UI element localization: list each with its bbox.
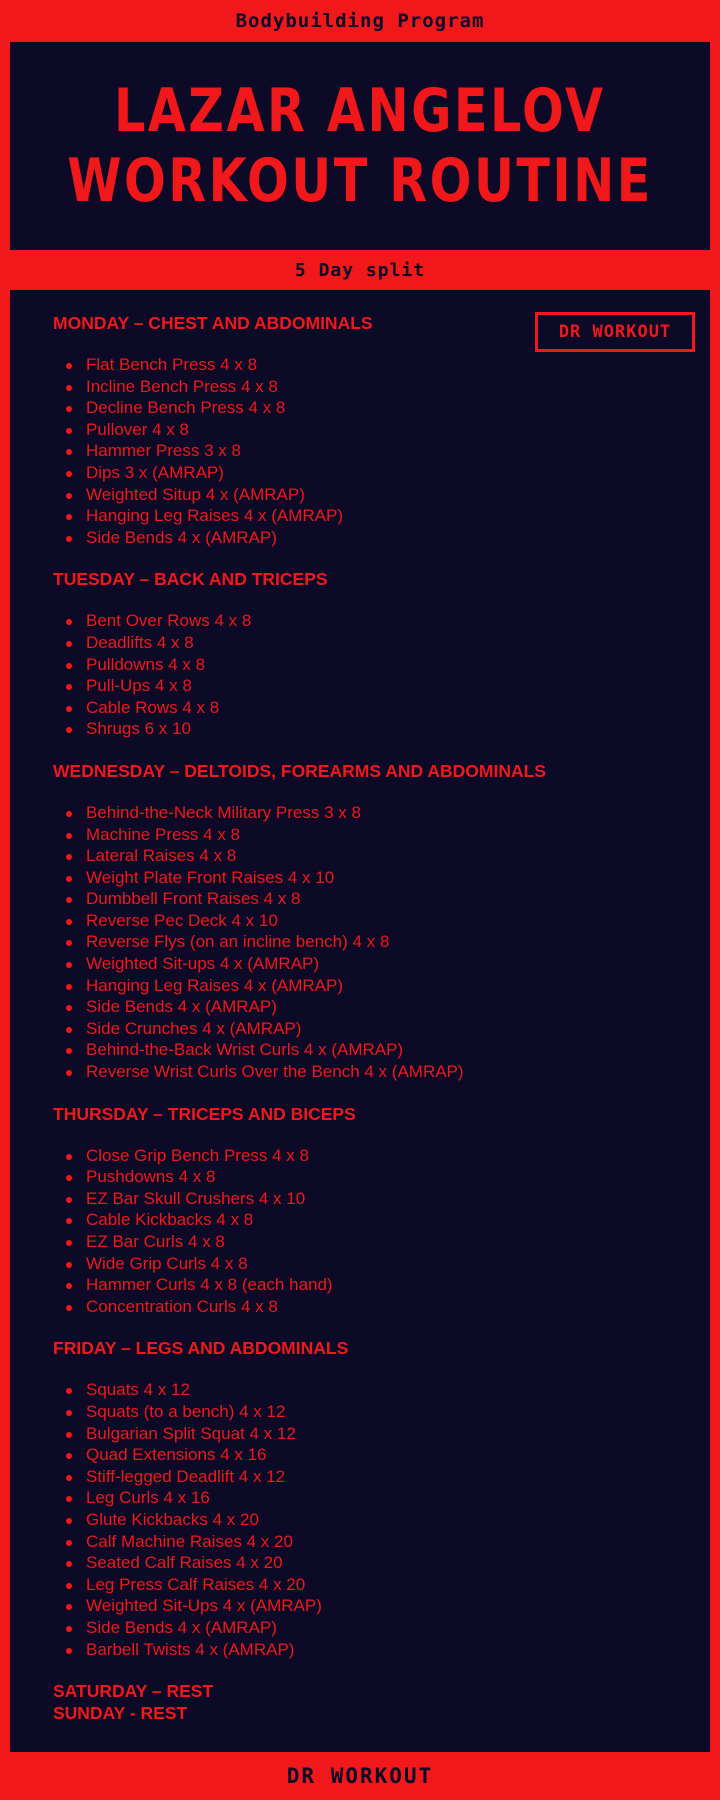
exercise-item: Weighted Sit-Ups 4 x (AMRAP) [53, 1595, 653, 1617]
exercise-item: Squats 4 x 12 [53, 1379, 653, 1401]
bullet-icon [66, 428, 72, 434]
exercise-item: EZ Bar Curls 4 x 8 [53, 1231, 653, 1253]
bullet-icon [66, 962, 72, 968]
bullet-icon [66, 471, 72, 477]
exercise-item: Behind-the-Back Wrist Curls 4 x (AMRAP) [53, 1039, 653, 1061]
category-banner [0, 0, 720, 42]
bullet-icon [66, 1432, 72, 1438]
exercise-list [53, 610, 653, 740]
day-heading: TUESDAY – BACK AND TRICEPS [53, 569, 328, 590]
bullet-icon [66, 727, 72, 733]
exercise-item: Side Bends 4 x (AMRAP) [53, 1617, 653, 1639]
exercise-item: Machine Press 4 x 8 [53, 824, 653, 846]
bullet-icon [66, 641, 72, 647]
exercise-item: Reverse Flys (on an incline bench) 4 x 8 [53, 931, 653, 953]
exercise-list [53, 1379, 653, 1660]
exercise-item: Close Grip Bench Press 4 x 8 [53, 1145, 653, 1167]
exercise-item: Pushdowns 4 x 8 [53, 1166, 653, 1188]
exercise-item: Hanging Leg Raises 4 x (AMRAP) [53, 505, 653, 527]
day-thursday [53, 1103, 653, 1318]
content-panel [10, 290, 710, 1752]
exercise-item: Cable Kickbacks 4 x 8 [53, 1209, 653, 1231]
bullet-icon [66, 1626, 72, 1632]
bullet-icon [66, 1518, 72, 1524]
bullet-icon [66, 663, 72, 669]
day-friday [53, 1337, 653, 1660]
exercise-item: Reverse Pec Deck 4 x 10 [53, 910, 653, 932]
bullet-icon [66, 940, 72, 946]
exercise-item: Wide Grip Curls 4 x 8 [53, 1253, 653, 1275]
exercise-item: Pullover 4 x 8 [53, 419, 653, 441]
exercise-item: Leg Curls 4 x 16 [53, 1487, 653, 1509]
bullet-icon [66, 406, 72, 412]
exercise-item: Side Bends 4 x (AMRAP) [53, 996, 653, 1018]
bullet-icon [66, 1197, 72, 1203]
exercise-item: Weighted Situp 4 x (AMRAP) [53, 484, 653, 506]
bullet-icon [66, 706, 72, 712]
bullet-icon [66, 897, 72, 903]
bullet-icon [66, 1218, 72, 1224]
bullet-icon [66, 493, 72, 499]
bullet-icon [66, 363, 72, 369]
bullet-icon [66, 1410, 72, 1416]
exercise-item: Bent Over Rows 4 x 8 [53, 610, 653, 632]
exercise-item: Hammer Curls 4 x 8 (each hand) [53, 1274, 653, 1296]
exercise-item: Decline Bench Press 4 x 8 [53, 397, 653, 419]
day-heading: WEDNESDAY – DELTOIDS, FOREARMS AND ABDOMINALS [53, 760, 546, 781]
bullet-icon [66, 1583, 72, 1589]
bullet-icon [66, 619, 72, 625]
exercise-item: Dumbbell Front Raises 4 x 8 [53, 888, 653, 910]
exercise-item: Side Crunches 4 x (AMRAP) [53, 1018, 653, 1040]
bullet-icon [66, 1604, 72, 1610]
rest-days [53, 1680, 653, 1724]
category-label: Bodybuilding Program [235, 10, 485, 32]
bullet-icon [66, 1648, 72, 1654]
exercise-item: Pulldowns 4 x 8 [53, 654, 653, 676]
bullet-icon [66, 833, 72, 839]
day-tuesday [53, 568, 653, 740]
bullet-icon [66, 1305, 72, 1311]
bullet-icon [66, 854, 72, 860]
exercise-item: Hammer Press 3 x 8 [53, 440, 653, 462]
exercise-item: Glute Kickbacks 4 x 20 [53, 1509, 653, 1531]
workout-days [53, 312, 653, 1724]
bullet-icon [66, 1496, 72, 1502]
bullet-icon [66, 1240, 72, 1246]
bullet-icon [66, 385, 72, 391]
day-wednesday [53, 760, 653, 1083]
rest-day-saturday: SATURDAY – REST [53, 1681, 214, 1702]
bullet-icon [66, 919, 72, 925]
exercise-item: Concentration Curls 4 x 8 [53, 1296, 653, 1318]
day-heading: MONDAY – CHEST AND ABDOMINALS [53, 313, 373, 333]
exercise-item: Reverse Wrist Curls Over the Bench 4 x (AMRAP) [53, 1061, 653, 1083]
bullet-icon [66, 1540, 72, 1546]
bullet-icon [66, 1005, 72, 1011]
exercise-item: Weight Plate Front Raises 4 x 10 [53, 867, 653, 889]
footer-banner [0, 1752, 720, 1800]
day-heading: THURSDAY – TRICEPS AND BICEPS [53, 1103, 356, 1124]
brand-label: DR WORKOUT [558, 322, 672, 342]
bullet-icon [66, 1048, 72, 1054]
exercise-list [53, 802, 653, 1083]
exercise-item: Weighted Sit-ups 4 x (AMRAP) [53, 953, 653, 975]
bullet-icon [66, 1154, 72, 1160]
exercise-item: Squats (to a bench) 4 x 12 [53, 1401, 653, 1423]
bullet-icon [66, 1453, 72, 1459]
bullet-icon [66, 514, 72, 520]
exercise-item: Leg Press Calf Raises 4 x 20 [53, 1574, 653, 1596]
bullet-icon [66, 536, 72, 542]
exercise-item: Bulgarian Split Squat 4 x 12 [53, 1423, 653, 1445]
exercise-item: Barbell Twists 4 x (AMRAP) [53, 1639, 653, 1661]
title-line-1: LAZAR ANGELOV [114, 76, 606, 146]
bullet-icon [66, 811, 72, 817]
bullet-icon [66, 684, 72, 690]
bullet-icon [66, 1027, 72, 1033]
day-heading: FRIDAY – LEGS AND ABDOMINALS [53, 1338, 349, 1359]
exercise-item: Quad Extensions 4 x 16 [53, 1444, 653, 1466]
exercise-item: Shrugs 6 x 10 [53, 718, 653, 740]
exercise-item: Cable Rows 4 x 8 [53, 697, 653, 719]
exercise-item: Deadlifts 4 x 8 [53, 632, 653, 654]
exercise-list [53, 1145, 653, 1318]
exercise-item: Behind-the-Neck Military Press 3 x 8 [53, 802, 653, 824]
title-panel [10, 42, 710, 250]
footer-brand: DR WORKOUT [286, 1764, 434, 1788]
bullet-icon [66, 1070, 72, 1076]
bullet-icon [66, 1475, 72, 1481]
exercise-list [53, 354, 653, 548]
day-monday [53, 312, 653, 548]
split-label: 5 Day split [294, 259, 426, 281]
title-line-2: WORKOUT ROUTINE [67, 146, 653, 216]
split-banner [0, 252, 720, 288]
bullet-icon [66, 1175, 72, 1181]
bullet-icon [66, 449, 72, 455]
exercise-item: Pull-Ups 4 x 8 [53, 675, 653, 697]
exercise-item: Hanging Leg Raises 4 x (AMRAP) [53, 975, 653, 997]
exercise-item: Incline Bench Press 4 x 8 [53, 376, 653, 398]
exercise-item: Flat Bench Press 4 x 8 [53, 354, 653, 376]
bullet-icon [66, 984, 72, 990]
bullet-icon [66, 1262, 72, 1268]
exercise-item: Side Bends 4 x (AMRAP) [53, 527, 653, 549]
bullet-icon [66, 1283, 72, 1289]
bullet-icon [66, 876, 72, 882]
exercise-item: Seated Calf Raises 4 x 20 [53, 1552, 653, 1574]
exercise-item: Stiff-legged Deadlift 4 x 12 [53, 1466, 653, 1488]
bullet-icon [66, 1388, 72, 1394]
exercise-item: Dips 3 x (AMRAP) [53, 462, 653, 484]
exercise-item: Lateral Raises 4 x 8 [53, 845, 653, 867]
rest-day-sunday: SUNDAY - REST [53, 1703, 188, 1724]
exercise-item: Calf Machine Raises 4 x 20 [53, 1531, 653, 1553]
bullet-icon [66, 1561, 72, 1567]
exercise-item: EZ Bar Skull Crushers 4 x 10 [53, 1188, 653, 1210]
